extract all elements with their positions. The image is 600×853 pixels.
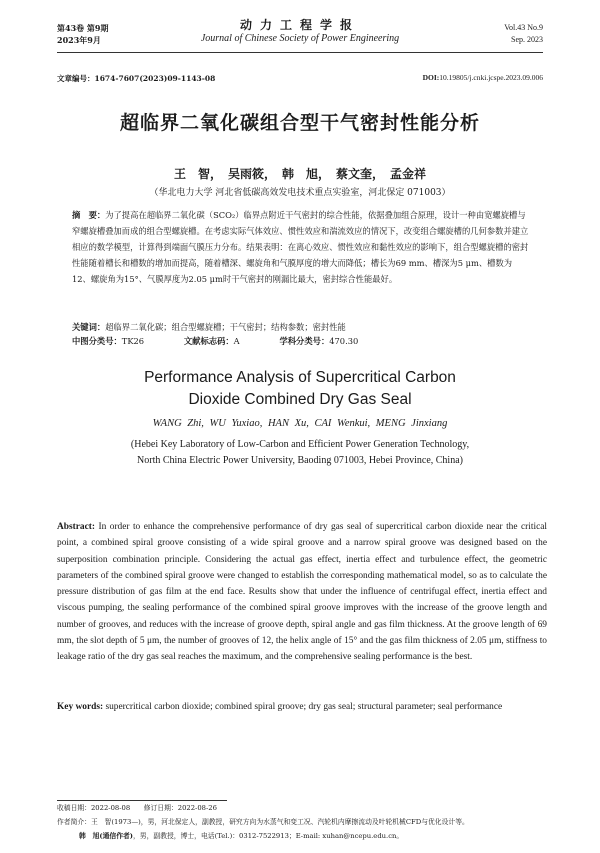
keywords-en-text: supercritical carbon dioxide; combined spiral groove; dry gas seal; structural parameter; seal performance [105, 702, 503, 712]
doc-code-value: A [233, 336, 240, 346]
subject-label: 学科分类号： [279, 336, 330, 346]
clc-value: TK26 [121, 336, 145, 346]
keywords-cn-label: 关键词： [72, 322, 106, 332]
footnote-received: 收稿日期：2022-08-08 修订日期：2022-08-26 [57, 804, 217, 812]
title-en-line1: Performance Analysis of Supercritical Carbon [144, 369, 456, 386]
doc-code-label: 文献标志码： [183, 336, 234, 346]
abstract-en-text: In order to enhance the comprehensive performance of dry gas seal of supercritical carbon dioxide near the critical point, a combined spiral groove consisting of a wide spiral groove and a narrow spiral groove was designed based on the superposition combination principle. Considering the actual gas effect, inertia effect and turbulence effect, the geometric parameters of the combined spiral groove were changed to establish the corresponding mathematical model, so as to calculate the pressure distribution of gas film at the end face. Results show that under the influence of centrifugal effect, inertia effect and viscous pumping, the sealing performance of the combined spiral groove improves with the increase of the groove length and number of grooves, and reduces with the increase of groove depth, spiral angle and gas film thickness. At the groove length of 69 mm, the slot depth of 5 μm, the number of grooves of 12, the helix angle of 15° and the gas film thickness of 2.05 μm, stiffness to leakage ratio of the dry gas seal reaches the maximum, and the comprehensive sealing performance is the best. [57, 522, 547, 663]
journal-title-en: Journal of Chinese Society of Power Engineering [200, 33, 400, 44]
abstract-cn-text: 为了提高在超临界二氧化碳（SCO₂）临界点附近干气密封的综合性能，依据叠加组合原理，设计一种由宽螺旋槽与窄螺旋槽叠加而成的组合型螺旋槽。在考虑实际气体效应、惯性效应和湍流效应的情况下，改变组合螺旋槽的几何参数并建立相应的数学模型，计算得到端面气膜压力分布。结果表明：在离心效应、惯性效应和黏性效应的影响下，组合型螺旋槽的密封性能随着槽长和槽数的增加而提高，随着槽深、螺旋角和气膜厚度的增大而降低；槽长为69 mm、槽深为5 μm、槽数为12、螺旋角为15°、气膜厚度为2.05 μm时干气密封的刚漏比最大，密封综合性能最好。 [72, 210, 529, 284]
affiliation-cn: （华北电力大学 河北省低碳高效发电技术重点实验室，河北保定 071003） [149, 188, 451, 198]
keywords-cn-text: 超临界二氧化碳；组合型螺旋槽；干气密封；结构参数；密封性能 [105, 322, 346, 332]
doi[interactable] [423, 73, 543, 82]
page-title-en [0, 367, 600, 411]
journal-title-cn: 动力工程学报 [239, 18, 360, 32]
contact-text: ，男，副教授，博士，电话(Tel.)：0312-7522913；E-mail: xuhan@ncepu.edu.cn。 [133, 832, 404, 840]
keywords-en [57, 699, 547, 715]
keywords-cn [72, 319, 530, 335]
header-volume: 第43卷 第9期 [57, 23, 109, 33]
abstract-en-label: Abstract: [57, 522, 96, 532]
affiliation-en [0, 437, 600, 469]
title-en-line2: Dioxide Combined Dry Gas Seal [188, 391, 412, 408]
keywords-en-label: Key words: [57, 702, 104, 712]
abstract-cn [72, 207, 530, 287]
header-vol-en [504, 22, 543, 46]
page-title-cn: 超临界二氧化碳组合型干气密封性能分析 [119, 112, 480, 134]
abstract-cn-label: 摘 要： [72, 210, 106, 220]
authors-cn: 王 智， 吴雨筱， 韩 旭， 蔡文奎， 孟金祥 [173, 167, 426, 181]
affiliation-en-line1: (Hebei Key Laboratory of Low-Carbon and Efficient Power Generation Technology, [130, 439, 470, 450]
abstract-en [57, 519, 547, 666]
header-date: 2023年9月 [57, 35, 101, 45]
classification-line [72, 335, 358, 347]
affiliation-en-line2: North China Electric Power University, Baoding 071003, Hebei Province, China) [137, 455, 463, 466]
contact-label: 韩 旭(通信作者) [79, 832, 134, 840]
doi-value: 10.19805/j.cnki.jcspe.2023.09.006 [439, 73, 543, 82]
footnote-bio: 作者简介：王 智(1973—)，男，河北保定人，副教授，研究方向为水蒸气和变工况、汽轮机内摩擦流动及叶轮机械CFD与优化设计等。 [57, 818, 469, 826]
authors-en: WANG Zhi, WU Yuxiao, HAN Xu, CAI Wenkui, MENG Jinxiang [152, 418, 448, 429]
subject-value: 470.30 [329, 336, 359, 346]
footnote-contact [57, 829, 547, 843]
header-date-en: Sep. 2023 [511, 35, 543, 44]
article-number: 文章编号：1674-7607(2023)09-1143-08 [57, 74, 216, 83]
header-vol-no: Vol.43 No.9 [504, 23, 543, 32]
doi-label: DOI: [422, 73, 440, 82]
clc-label: 中图分类号： [72, 336, 122, 346]
header-rule [57, 52, 543, 53]
